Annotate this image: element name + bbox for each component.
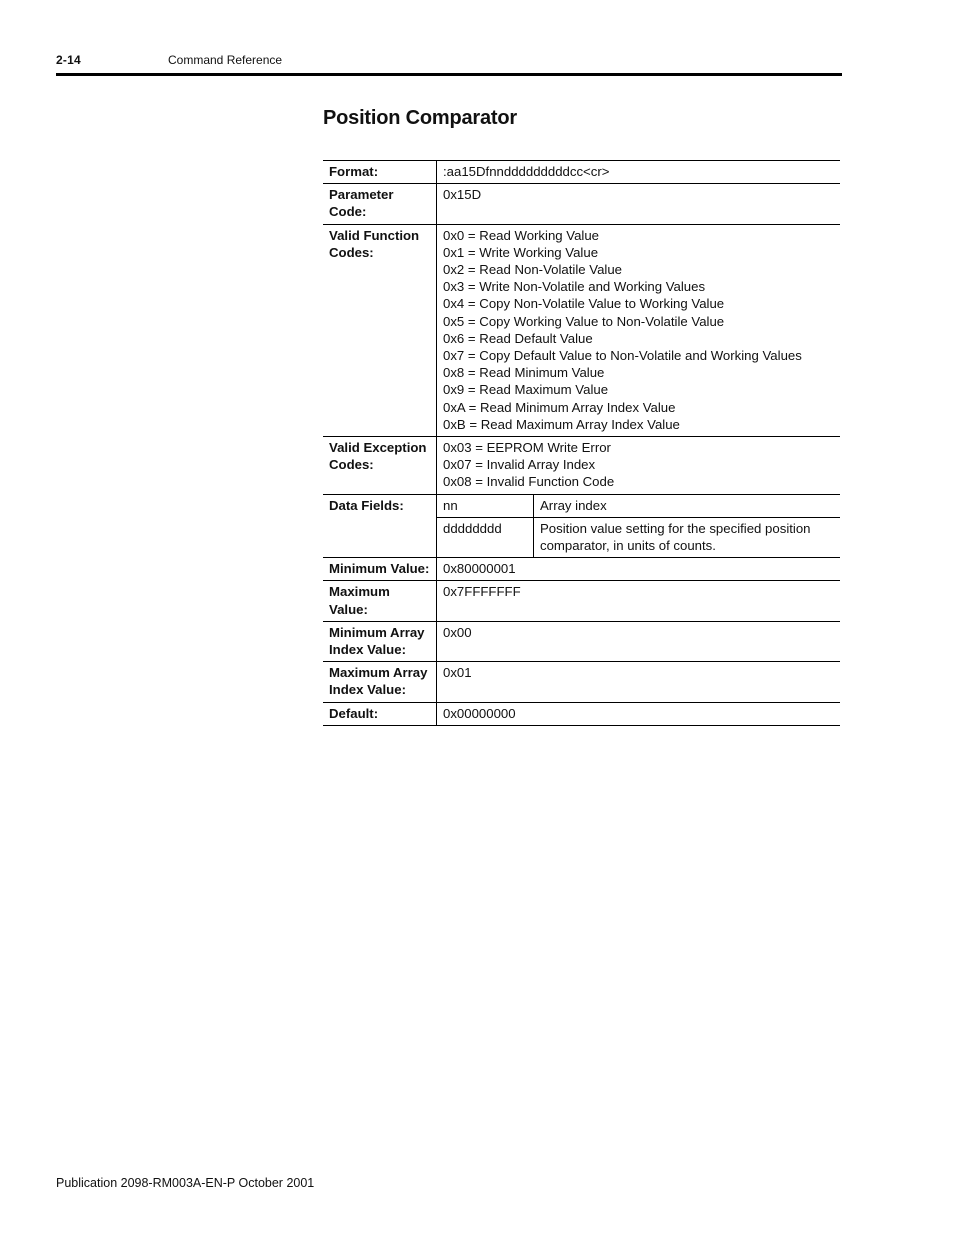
default-value: 0x00000000 bbox=[437, 702, 841, 725]
format-row bbox=[323, 161, 840, 184]
page-header bbox=[56, 52, 842, 74]
parameter-code-value: 0x15D bbox=[437, 184, 841, 224]
valid-exception-codes-list bbox=[437, 437, 841, 495]
valid-function-codes-row bbox=[323, 224, 840, 436]
minimum-array-index-value: 0x00 bbox=[437, 621, 841, 661]
function-code-item: 0x1 = Write Working Value bbox=[443, 244, 599, 260]
function-code-item: 0x9 = Read Maximum Value bbox=[443, 382, 609, 398]
valid-exception-codes-row bbox=[323, 437, 840, 495]
format-value: :aa15Dfnndddddddddcc<cr> bbox=[437, 161, 841, 184]
data-fields-row bbox=[323, 494, 840, 517]
data-field-key: dddddddd bbox=[437, 517, 534, 557]
data-fields-label: Data Fields: bbox=[323, 494, 437, 558]
maximum-value-row bbox=[323, 581, 840, 621]
exception-code-item: 0x03 = EEPROM Write Error bbox=[443, 440, 611, 456]
function-code-item: 0x7 = Copy Default Value to Non-Volatile and Working Values bbox=[443, 348, 802, 364]
minimum-value-label: Minimum Value: bbox=[323, 558, 437, 581]
function-code-item: 0x2 = Read Non-Volatile Value bbox=[443, 262, 623, 278]
minimum-value-row bbox=[323, 558, 840, 581]
maximum-array-index-row bbox=[323, 662, 840, 702]
function-code-item: 0x0 = Read Working Value bbox=[443, 227, 600, 243]
data-field-description: Array index bbox=[534, 494, 841, 517]
default-label: Default: bbox=[323, 702, 437, 725]
valid-exception-codes-label: Valid Exception Codes: bbox=[323, 437, 437, 495]
function-code-item: 0x8 = Read Minimum Value bbox=[443, 365, 605, 381]
function-code-item: 0x3 = Write Non-Volatile and Working Values bbox=[443, 279, 706, 295]
valid-function-codes-label: Valid Function Codes: bbox=[323, 224, 437, 436]
parameter-code-label: Parameter Code: bbox=[323, 184, 437, 224]
data-field-key: nn bbox=[437, 494, 534, 517]
function-code-item: 0x5 = Copy Working Value to Non-Volatile Value bbox=[443, 313, 725, 329]
function-code-item: 0xB = Read Maximum Array Index Value bbox=[443, 416, 680, 432]
minimum-value-value: 0x80000001 bbox=[437, 558, 841, 581]
valid-function-codes-list bbox=[437, 224, 841, 436]
maximum-array-index-value: 0x01 bbox=[437, 662, 841, 702]
data-field-description: Position value setting for the specified position comparator, in units of counts. bbox=[534, 517, 841, 557]
maximum-array-index-label: Maximum Array Index Value: bbox=[323, 662, 437, 702]
format-label: Format: bbox=[323, 161, 437, 184]
function-code-item: 0xA = Read Minimum Array Index Value bbox=[443, 399, 676, 415]
header-rule bbox=[56, 73, 842, 76]
exception-code-item: 0x07 = Invalid Array Index bbox=[443, 457, 596, 473]
maximum-value-value: 0x7FFFFFFF bbox=[437, 581, 841, 621]
function-code-item: 0x6 = Read Default Value bbox=[443, 330, 593, 346]
maximum-value-label: Maximum Value: bbox=[323, 581, 437, 621]
page-number: 2-14 bbox=[56, 53, 81, 67]
function-code-item: 0x4 = Copy Non-Volatile Value to Working Value bbox=[443, 296, 725, 312]
parameter-code-row bbox=[323, 184, 840, 224]
publication-footer: Publication 2098-RM003A-EN-P October 2001 bbox=[56, 1176, 315, 1190]
section-title: Position Comparator bbox=[323, 107, 517, 129]
command-reference-table bbox=[323, 160, 840, 726]
default-row bbox=[323, 702, 840, 725]
minimum-array-index-row bbox=[323, 621, 840, 661]
exception-code-item: 0x08 = Invalid Function Code bbox=[443, 474, 615, 490]
minimum-array-index-label: Minimum Array Index Value: bbox=[323, 621, 437, 661]
running-title: Command Reference bbox=[168, 53, 283, 67]
